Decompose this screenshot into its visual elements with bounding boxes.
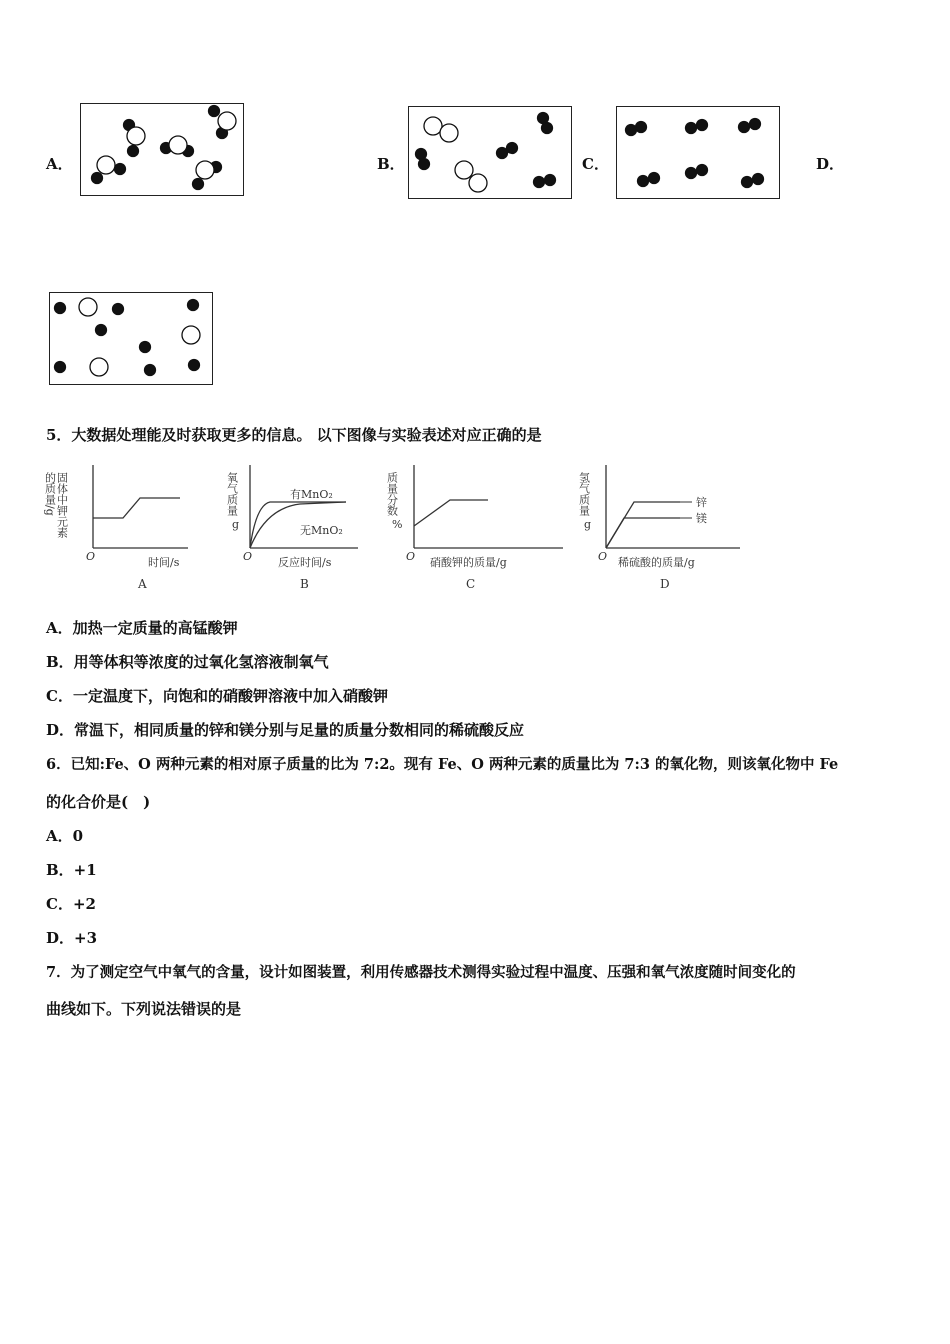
graph-d-xlabel: 稀硫酸的质量/g bbox=[618, 556, 695, 569]
graph-d-curve-1-label: 锌 bbox=[696, 496, 707, 509]
question-5-stem: 5．大数据处理能及时获取更多的信息。 以下图像与实验表述对应正确的是 bbox=[46, 426, 542, 444]
particle-diagram-c bbox=[616, 106, 780, 199]
graph-a-ylabel-2: 的质量/g bbox=[43, 472, 57, 516]
option-c-label: C． bbox=[582, 155, 609, 173]
option-b-label: B． bbox=[377, 155, 405, 173]
q6-option-b: B．+1 bbox=[46, 861, 97, 879]
q6-option-a: A．0 bbox=[46, 827, 84, 845]
graph-b bbox=[226, 465, 359, 591]
graph-a-origin: O bbox=[86, 550, 96, 563]
graph-b-xlabel: 反应时间/s bbox=[278, 556, 332, 569]
graph-a-curve bbox=[93, 498, 180, 518]
graph-d-curve-2-label: 镁 bbox=[696, 512, 707, 525]
graph-d bbox=[578, 465, 741, 591]
graph-a bbox=[44, 465, 189, 591]
q5-option-b: B．用等体积等浓度的过氧化氢溶液制氧气 bbox=[46, 653, 329, 671]
graph-c bbox=[386, 465, 564, 591]
graph-c-label: C bbox=[466, 577, 476, 591]
graph-d-curve-2 bbox=[606, 518, 680, 548]
graph-c-ylabel-2: % bbox=[392, 518, 403, 531]
graph-c-origin: O bbox=[406, 550, 416, 563]
graph-d-label: D bbox=[660, 577, 670, 591]
particle-diagram-b bbox=[408, 106, 572, 199]
graph-a-ylabel-1: 固体中钾元素 bbox=[55, 472, 69, 538]
question-6-stem-line2: 的化合价是( ) bbox=[46, 793, 151, 811]
graph-b-label: B bbox=[300, 577, 309, 591]
q5-option-a: A．加热一定质量的高锰酸钾 bbox=[46, 619, 238, 637]
particle-diagram-a bbox=[80, 103, 244, 196]
graph-a-xlabel: 时间/s bbox=[148, 556, 180, 569]
graph-c-ylabel-1: 质量分数 bbox=[385, 472, 399, 516]
graph-c-curve bbox=[414, 500, 488, 526]
graph-c-xlabel: 硝酸钾的质量/g bbox=[430, 556, 507, 569]
q5-option-d: D．常温下，相同质量的锌和镁分别与足量的质量分数相同的稀硫酸反应 bbox=[46, 721, 525, 739]
particle-diagram-d bbox=[49, 292, 213, 385]
q6-option-c: C．+2 bbox=[46, 895, 96, 913]
option-a-label: A． bbox=[46, 155, 73, 173]
graph-d-ylabel-2: g bbox=[584, 518, 592, 531]
option-d-label: D． bbox=[816, 155, 845, 173]
graph-d-curve-1 bbox=[606, 502, 680, 548]
question-6-stem-line1: 6．已知:Fe、O 两种元素的相对原子质量的比为 7:2。现有 Fe、O 两种元素的质量比为 7:3 的氧化物，则该氧化物中 Fe bbox=[46, 756, 839, 773]
graph-b-ylabel-2: g bbox=[232, 518, 240, 531]
graph-b-curve-2-label: 无MnO₂ bbox=[300, 524, 343, 537]
graph-b-origin: O bbox=[243, 550, 253, 563]
graph-b-curve-1-label: 有MnO₂ bbox=[290, 488, 333, 501]
graph-d-origin: O bbox=[598, 550, 608, 563]
graph-d-ylabel-1: 氢气质量 bbox=[577, 472, 591, 516]
q6-option-d: D．+3 bbox=[46, 929, 98, 947]
graph-b-ylabel-1: 氧气质量 bbox=[225, 472, 239, 516]
graph-a-label: A bbox=[138, 577, 147, 591]
q5-option-c: C．一定温度下，向饱和的硝酸钾溶液中加入硝酸钾 bbox=[46, 687, 388, 705]
question-7-stem-line1: 7．为了测定空气中氧气的含量，设计如图装置，利用传感器技术测得实验过程中温度、压强和氧气浓度随时间变化的 bbox=[46, 964, 796, 981]
question-7-stem-line2: 曲线如下。下列说法错误的是 bbox=[46, 1000, 242, 1018]
q5-graphs bbox=[43, 460, 748, 595]
